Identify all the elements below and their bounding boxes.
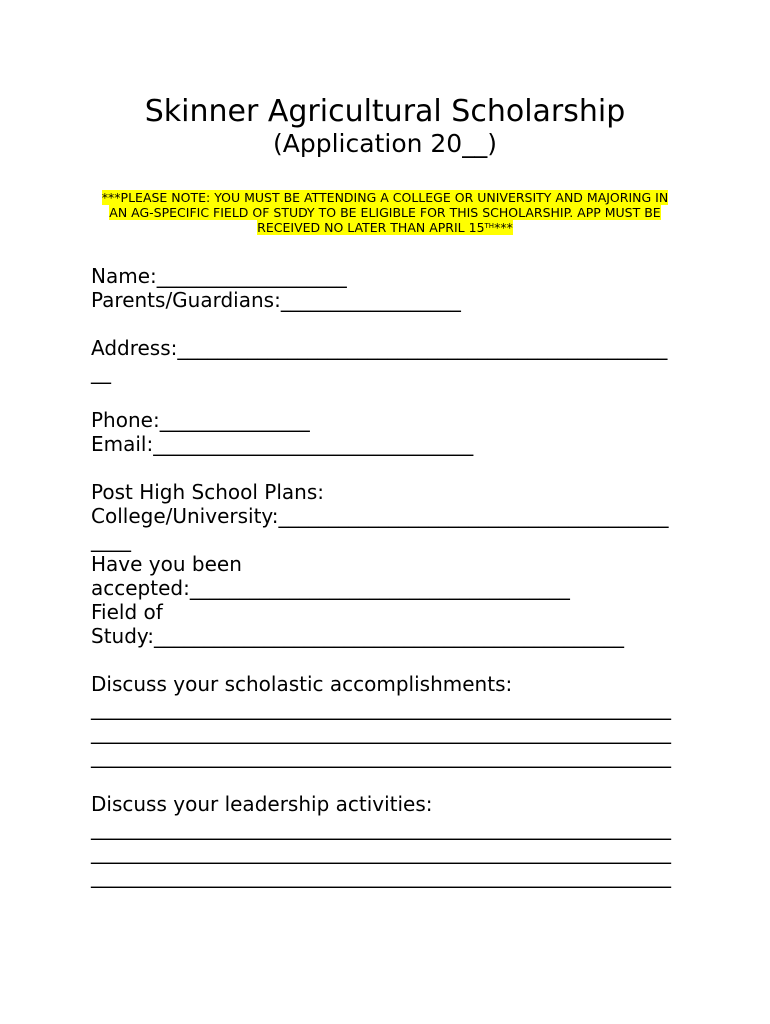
spacer bbox=[91, 456, 691, 480]
spacer bbox=[91, 648, 691, 672]
parents-guardians-label: Parents/Guardians: bbox=[91, 288, 281, 312]
college-university-blank: _______________________________________ bbox=[278, 504, 669, 528]
notice-line-3 bbox=[0, 220, 770, 235]
application-form bbox=[91, 264, 691, 888]
eligibility-notice bbox=[0, 190, 770, 235]
accepted-label: accepted: bbox=[91, 576, 190, 600]
college-university-row bbox=[91, 504, 691, 528]
field-of-study-row bbox=[91, 624, 691, 648]
scholastic-answer-line: __________________________________________________________ bbox=[91, 720, 671, 744]
spacer bbox=[91, 312, 691, 336]
leadership-answer-line: __________________________________________________________ bbox=[91, 840, 671, 864]
phone-blank: _______________ bbox=[159, 408, 310, 432]
notice-deadline-end: *** bbox=[494, 220, 513, 235]
email-blank: ________________________________ bbox=[153, 432, 474, 456]
name-row bbox=[91, 264, 691, 288]
notice-line-1 bbox=[0, 190, 770, 205]
notice-deadline-superscript: TH bbox=[484, 222, 495, 230]
email-label: Email: bbox=[91, 432, 154, 456]
phone-label: Phone: bbox=[91, 408, 160, 432]
notice-line-2 bbox=[0, 205, 770, 220]
college-university-label: College/University: bbox=[91, 504, 279, 528]
leadership-answer-line: __________________________________________________________ bbox=[91, 864, 671, 888]
accepted-label-line-1: Have you been bbox=[91, 552, 242, 576]
scholastic-answer-line: __________________________________________________________ bbox=[91, 696, 671, 720]
name-label: Name: bbox=[91, 264, 157, 288]
spacer bbox=[91, 768, 691, 792]
scholastic-accomplishments-prompt: Discuss your scholastic accomplishments: bbox=[91, 672, 513, 696]
notice-line-1-text: ***PLEASE NOTE: YOU MUST BE ATTENDING A COLLEGE OR UNIVERSITY AND MAJORING IN bbox=[101, 190, 669, 205]
scholastic-answer-line: __________________________________________________________ bbox=[91, 744, 671, 768]
address-row bbox=[91, 336, 691, 360]
parents-guardians-blank: __________________ bbox=[280, 288, 461, 312]
accepted-blank: ______________________________________ bbox=[189, 576, 570, 600]
field-of-study-label-line-1: Field of bbox=[91, 600, 163, 624]
phone-row bbox=[91, 408, 691, 432]
college-university-blank-continued: ____ bbox=[91, 528, 131, 552]
name-blank: ___________________ bbox=[156, 264, 347, 288]
accepted-row bbox=[91, 576, 691, 600]
application-year-subtitle: (Application 20__) bbox=[273, 129, 497, 158]
field-of-study-label: Study: bbox=[91, 624, 155, 648]
address-blank: _________________________________________________ bbox=[177, 336, 668, 360]
email-row bbox=[91, 432, 691, 456]
address-label: Address: bbox=[91, 336, 178, 360]
notice-deadline-text: RECEIVED NO LATER THAN APRIL 15 bbox=[257, 220, 485, 235]
post-high-school-plans-heading: Post High School Plans: bbox=[91, 480, 324, 504]
address-blank-continued: __ bbox=[91, 360, 111, 384]
leadership-activities-prompt: Discuss your leadership activities: bbox=[91, 792, 433, 816]
spacer bbox=[91, 384, 691, 408]
leadership-answer-line: __________________________________________________________ bbox=[91, 816, 671, 840]
parents-guardians-row bbox=[91, 288, 691, 312]
field-of-study-blank: _______________________________________________ bbox=[154, 624, 625, 648]
document-title: Skinner Agricultural Scholarship bbox=[144, 94, 626, 129]
notice-deadline-highlight bbox=[257, 220, 513, 235]
notice-line-2-text: AN AG-SPECIFIC FIELD OF STUDY TO BE ELIGIBLE FOR THIS SCHOLARSHIP. APP MUST BE bbox=[109, 205, 661, 220]
